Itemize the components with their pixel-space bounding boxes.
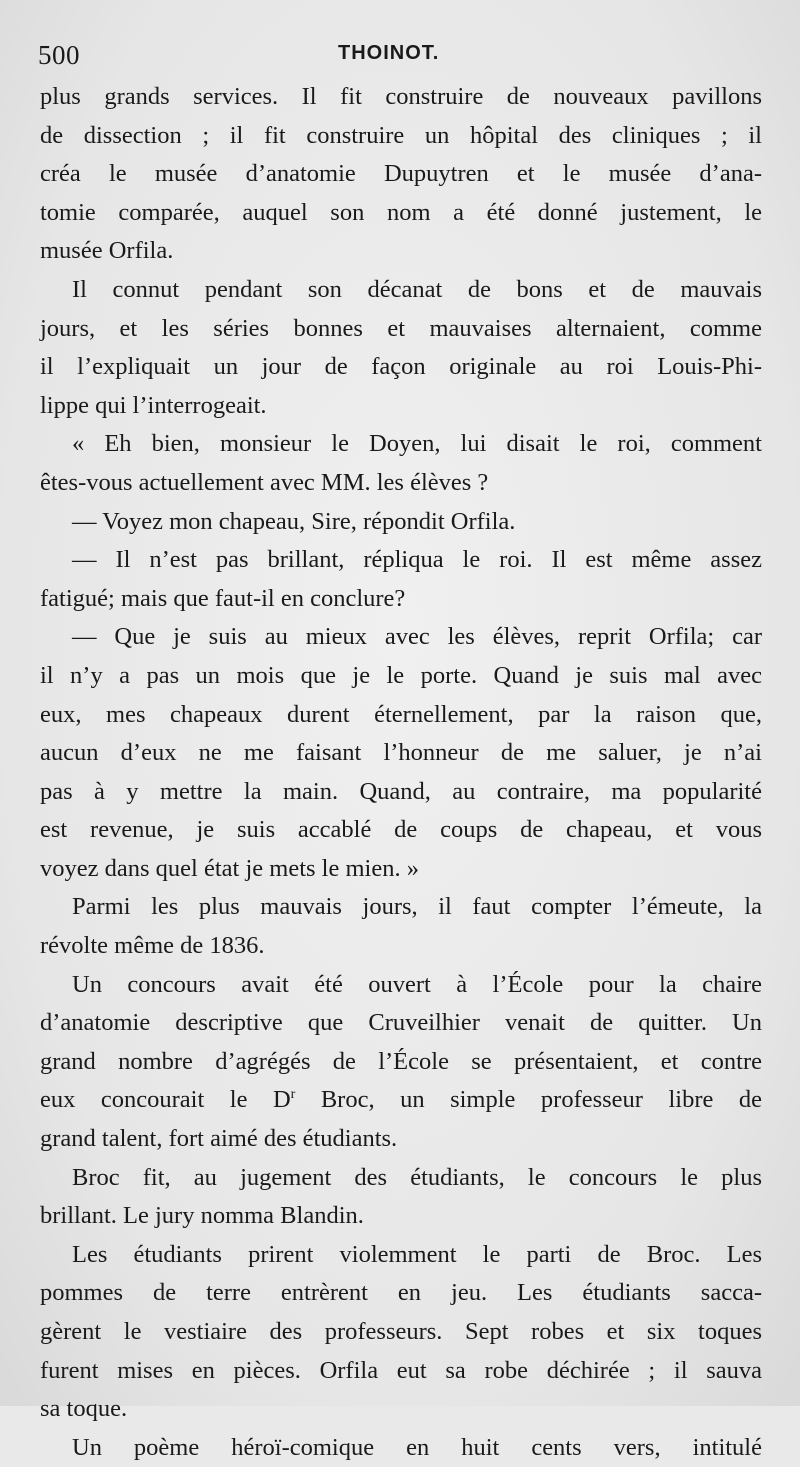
text-line: il n’y a pas un mois que je le porte. Quand je suis mal avec bbox=[40, 661, 762, 689]
text-line: plus grands services. Il fit construire de nouveaux pavillons bbox=[40, 83, 762, 110]
text-line: furent mises en pièces. Orfila eut sa robe déchirée ; il sauva bbox=[40, 1356, 762, 1384]
text-fragment: Broc, un simple professeur libre de bbox=[295, 1086, 762, 1114]
text-line: — Voyez mon chapeau, Sire, répondit Orfila. bbox=[72, 507, 516, 535]
text-line: de dissection ; il fit construire un hôpital des cliniques ; il bbox=[40, 121, 762, 149]
text-line: Il connut pendant son décanat de bons et de mauvais bbox=[72, 275, 762, 303]
text-line bbox=[40, 1081, 762, 1120]
text-line: — Que je suis au mieux avec les élèves, reprit Orfila; car bbox=[72, 623, 762, 651]
text-line: aucun d’eux ne me faisant l’honneur de me saluer, je n’ai bbox=[40, 739, 762, 767]
text-line: grand talent, fort aimé des étudiants. bbox=[40, 1125, 398, 1153]
text-line: Broc fit, au jugement des étudiants, le concours le plus bbox=[72, 1163, 762, 1191]
text-line: êtes-vous actuellement avec MM. les élèves ? bbox=[40, 468, 489, 496]
text-line: sa toque. bbox=[40, 1395, 128, 1423]
text-line: il l’expliquait un jour de façon originale au roi Louis-Phi- bbox=[40, 353, 762, 381]
text-line: — Il n’est pas brillant, répliqua le roi. Il est même assez bbox=[72, 546, 762, 574]
text-line: pas à y mettre la main. Quand, au contraire, ma popularité bbox=[40, 777, 762, 805]
running-head: THOINOT. bbox=[338, 42, 440, 64]
body-text bbox=[40, 78, 762, 1467]
text-line: révolte même de 1836. bbox=[40, 932, 265, 960]
text-line: eux, mes chapeaux durent éternellement, par la raison que, bbox=[40, 700, 762, 728]
text-line: grand nombre d’agrégés de l’École se présentaient, et contre bbox=[40, 1047, 762, 1075]
text-line: lippe qui l’interrogeait. bbox=[40, 391, 267, 419]
text-line: créa le musée d’anatomie Dupuytren et le musée d’ana- bbox=[40, 160, 762, 188]
text-line: brillant. Le jury nomma Blandin. bbox=[40, 1202, 364, 1230]
text-line: Parmi les plus mauvais jours, il faut compter l’émeute, la bbox=[72, 893, 762, 921]
text-line: tomie comparée, auquel son nom a été donné justement, le bbox=[40, 198, 762, 226]
text-line: est revenue, je suis accablé de coups de chapeau, et vous bbox=[40, 816, 762, 844]
text-line: pommes de terre entrèrent en jeu. Les étudiants sacca- bbox=[40, 1279, 762, 1307]
text-line: Un poème héroï-comique en huit cents vers, intitulé bbox=[72, 1433, 762, 1461]
text-fragment: eux concourait le D bbox=[40, 1086, 291, 1114]
text-line: jours, et les séries bonnes et mauvaises alternaient, comme bbox=[40, 314, 762, 342]
text-line: d’anatomie descriptive que Cruveilhier venait de quitter. Un bbox=[40, 1009, 762, 1037]
page-header bbox=[38, 40, 762, 80]
text-line: Un concours avait été ouvert à l’École pour la chaire bbox=[72, 970, 762, 998]
page-number: 500 bbox=[38, 40, 80, 70]
text-line: fatigué; mais que faut-il en conclure? bbox=[40, 584, 406, 612]
text-line: « Eh bien, monsieur le Doyen, lui disait le roi, comment bbox=[72, 430, 762, 458]
text-line: gèrent le vestiaire des professeurs. Sept robes et six toques bbox=[40, 1318, 762, 1345]
text-line: musée Orfila. bbox=[40, 237, 174, 265]
text-line: Les étudiants prirent violemment le parti de Broc. Les bbox=[72, 1240, 762, 1268]
text-line: voyez dans quel état je mets le mien. » bbox=[40, 854, 419, 882]
superscript: r bbox=[290, 1087, 296, 1103]
